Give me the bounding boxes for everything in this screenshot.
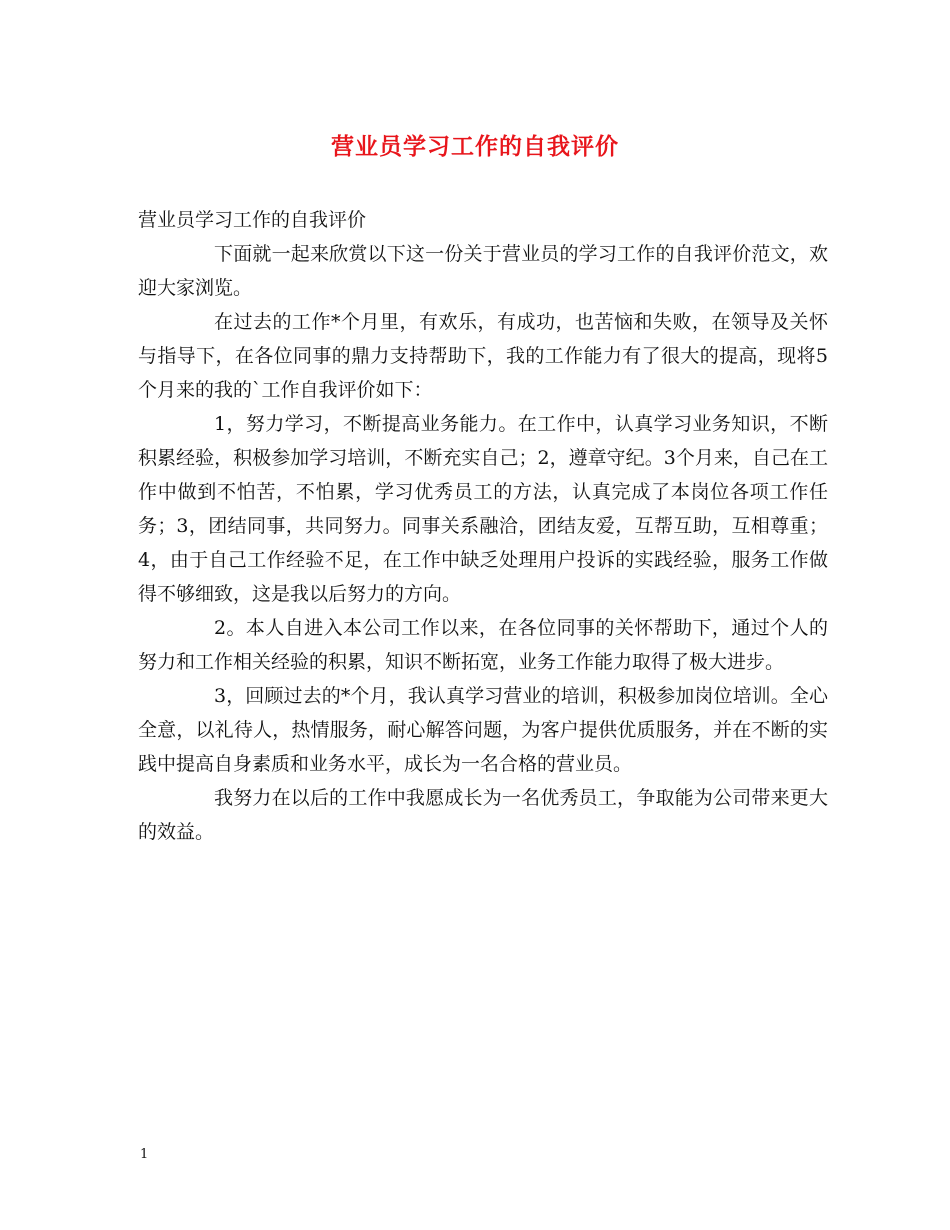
paragraph-conclusion: 我努力在以后的工作中我愿成长为一名优秀员工，争取能为公司带来更大的效益。 <box>138 787 828 843</box>
paragraph-overview: 在过去的工作*个月里，有欢乐，有成功，也苦恼和失败，在领导及关怀与指导下，在各位同事的鼎力支持帮助下，我的工作能力有了很大的提高，现将5个月来的我的`工作自我评价如下： <box>138 311 828 401</box>
page-number: 1 <box>140 1147 149 1162</box>
paragraph-point-1: 1，努力学习，不断提高业务能力。在工作中，认真学习业务知识，不断积累经验，积极参加学习培训，不断充实自己；2，遵章守纪。3个月来，自己在工作中做到不怕苦，不怕累，学习优秀员工的方法，认真完成了本岗位各项工作任务；3，团结同事，共同努力。同事关系融洽，团结友爱，互帮互助，互相尊重；4，由于自己工作经验不足，在工作中缺乏处理用户投诉的实践经验，服务工作做得不够细致，这是我以后努力的方向。 <box>138 413 828 605</box>
paragraph-intro: 下面就一起来欣赏以下这一份关于营业员的学习工作的自我评价范文，欢迎大家浏览。 <box>138 243 828 299</box>
document-body <box>138 203 828 849</box>
document-subtitle: 营业员学习工作的自我评价 <box>138 209 367 231</box>
document-title: 营业员学习工作的自我评价 <box>331 133 619 160</box>
paragraph-point-3: 3，回顾过去的*个月，我认真学习营业的培训，积极参加岗位培训。全心全意，以礼待人，热情服务，耐心解答问题，为客户提供优质服务，并在不断的实践中提高自身素质和业务水平，成长为一名合格的营业员。 <box>138 685 828 775</box>
paragraph-point-2: 2。本人自进入本公司工作以来，在各位同事的关怀帮助下，通过个人的努力和工作相关经验的积累，知识不断拓宽，业务工作能力取得了极大进步。 <box>138 617 828 673</box>
